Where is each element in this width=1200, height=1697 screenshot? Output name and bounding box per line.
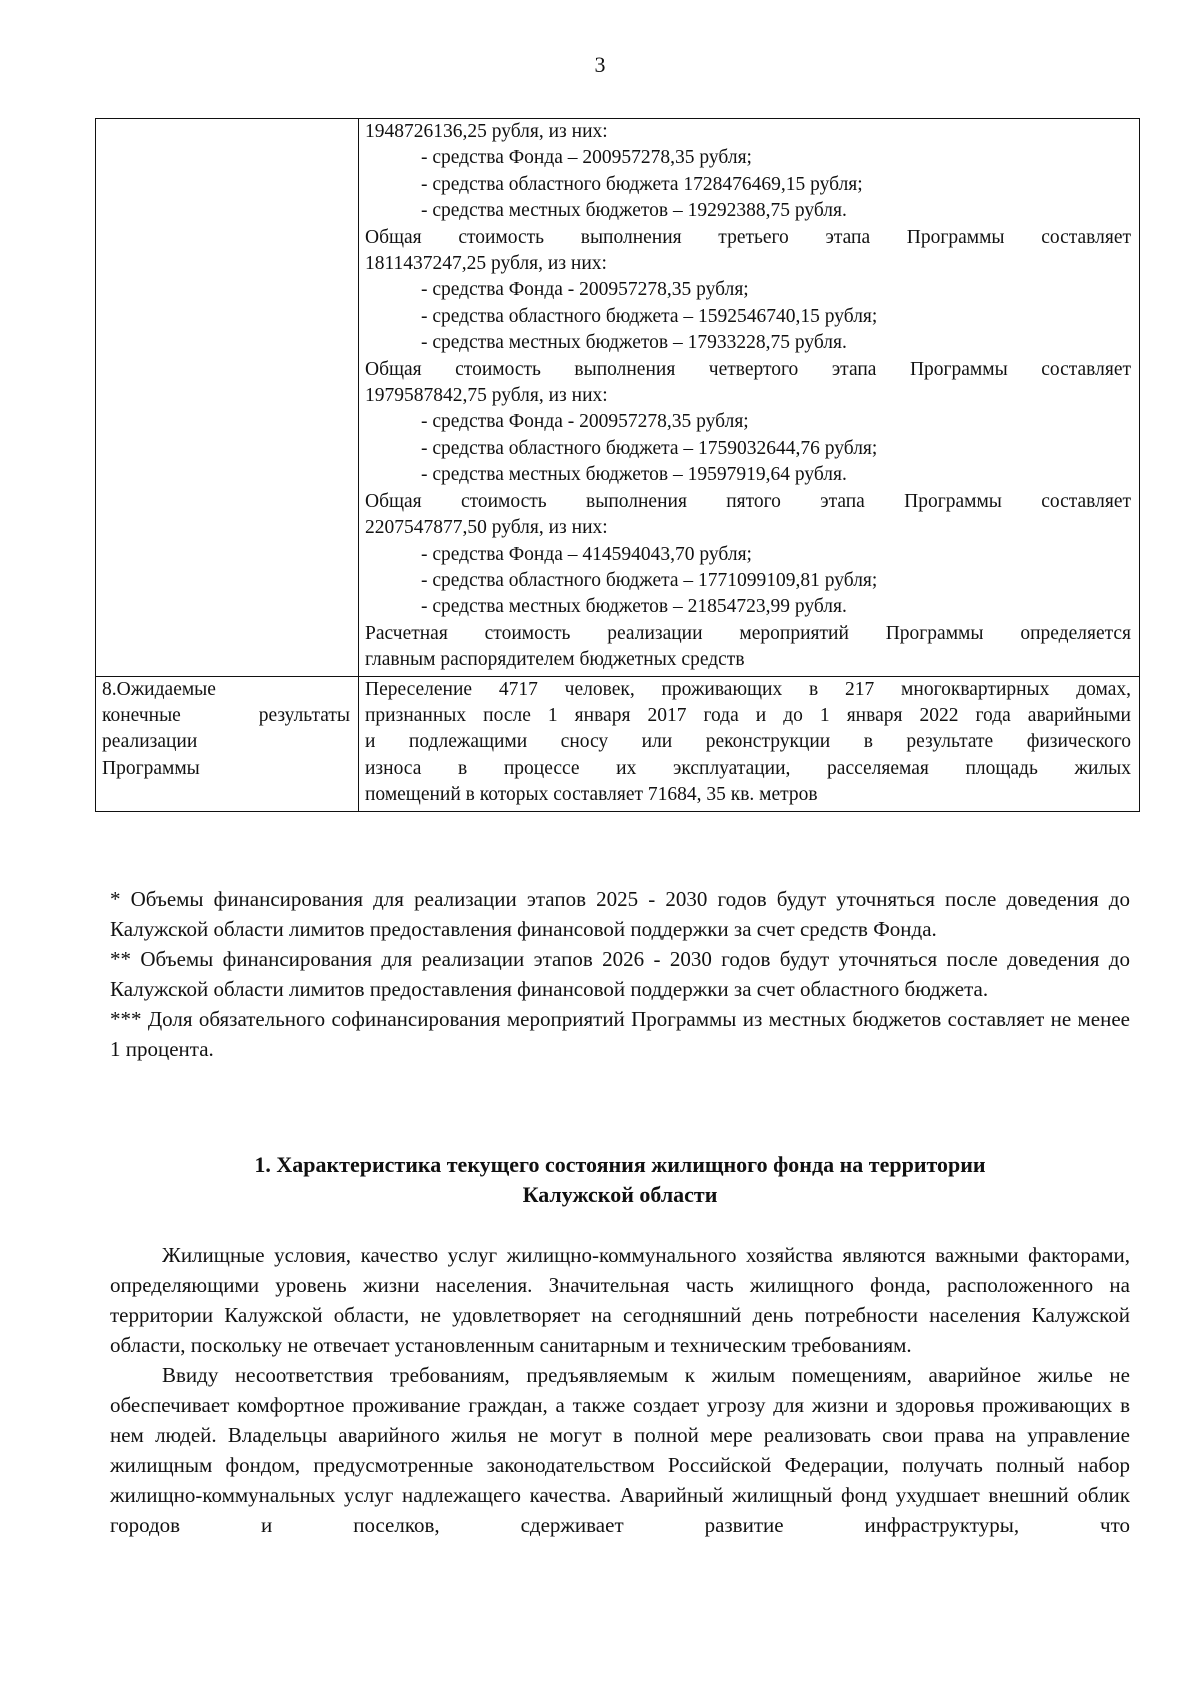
table-text-line: Общая стоимость выполнения пятого этапа Программы составляет	[365, 490, 1131, 512]
table-text-line: и подлежащими сносу или реконструкции в результате физического	[365, 731, 1131, 753]
table-text-line: признанных после 1 января 2017 года и до 1 января 2022 года аварийными	[365, 704, 1131, 726]
table-text-line: помещений в которых составляет 71684, 35 кв. метров	[365, 784, 818, 806]
footnotes	[110, 884, 1130, 1064]
table-text-line: - средства областного бюджета 1728476469,15 рубля;	[421, 173, 863, 195]
table-text-line: 2207547877,50 рубля, из них:	[365, 517, 608, 539]
table-text-line: - средства местных бюджетов – 19597919,64 рубля.	[421, 464, 847, 486]
paragraph: Ввиду несоответствия требованиям, предъявляемым к жилым помещениям, аварийное жилье не обеспечивает комфортное проживание граждан, а также создает угрозу для жизни и здоровья проживающих в нем людей. Владельцы аварийного жилья не могут в полной мере реализовать свои права на управление жилищным фондом, предусмотренные законодательством Российской Федерации, получать полный набор жилищно-коммунальных услуг надлежащего качества. Аварийный жилищный фонд ухудшает внешний облик городов и поселков, сдерживает развитие инфраструктуры, что	[110, 1363, 1130, 1537]
table-text-line: реализации	[102, 731, 198, 753]
table-text-line: - средства местных бюджетов – 19292388,75 рубля.	[421, 200, 847, 222]
table-text-line: Программы	[102, 757, 200, 779]
table-row	[96, 119, 1140, 677]
financing-lines	[365, 119, 1131, 674]
table-text-line: - средства Фонда – 414594043,70 рубля;	[421, 543, 752, 565]
table-text-line: конечные результаты	[102, 704, 350, 726]
paragraph: Жилищные условия, качество услуг жилищно-коммунального хозяйства являются важными факторами, определяющими уровень жизни населения. Значительная часть жилищного фонда, расположенного на территории Калужской области, не удовлетворяет на сегодняшний день потребности населения Калужской области, поскольку не отвечает установленным санитарным и техническим требованиям.	[110, 1243, 1130, 1357]
table-text-line: - средства местных бюджетов – 21854723,99 рубля.	[421, 596, 847, 618]
table-text-line: 1979587842,75 рубля, из них:	[365, 385, 608, 407]
section-body	[110, 1240, 1130, 1540]
footnote: ** Объемы финансирования для реализации этапов 2026 - 2030 годов будут уточняться после доведения до Калужской области лимитов предоставления финансовой поддержки за счет областного бюджета.	[110, 947, 1130, 1001]
footnote: * Объемы финансирования для реализации этапов 2025 - 2030 годов будут уточняться после доведения до Калужской области лимитов предоставления финансовой поддержки за счет средств Фонда.	[110, 887, 1130, 941]
table-cell-label-empty	[96, 119, 359, 677]
table-text-line: - средства областного бюджета – 1592546740,15 рубля;	[421, 305, 878, 327]
table-text-line: главным распорядителем бюджетных средств	[365, 649, 745, 671]
table-text-line: - средства Фонда - 200957278,35 рубля;	[421, 411, 749, 433]
table-text-line: Общая стоимость выполнения третьего этапа Программы составляет	[365, 226, 1131, 248]
table-row	[96, 676, 1140, 811]
table-text-line: - средства областного бюджета – 1771099109,81 рубля;	[421, 569, 878, 591]
expected-results-lines	[365, 677, 1131, 809]
table-text-line: Общая стоимость выполнения четвертого этапа Программы составляет	[365, 358, 1131, 380]
table-text-line: 8.Ожидаемые	[102, 678, 216, 700]
table-text-line: - средства Фонда - 200957278,35 рубля;	[421, 279, 749, 301]
table-text-line: 1948726136,25 рубля, из них:	[365, 121, 608, 142]
page-number: 3	[594, 52, 606, 77]
section-heading-line: 1. Характеристика текущего состояния жилищного фонда на территории	[254, 1152, 986, 1177]
section-heading	[110, 1150, 1130, 1210]
table-text-line: износа в процессе их эксплуатации, расселяемая площадь жилых	[365, 757, 1131, 779]
program-passport-table	[95, 118, 1140, 812]
table-cell-financing-text	[359, 119, 1140, 677]
table-text-line: - средства местных бюджетов – 17933228,75 рубля.	[421, 332, 847, 354]
footnote: *** Доля обязательного софинансирования мероприятий Программы из местных бюджетов составляет не менее 1 процента.	[110, 1007, 1130, 1061]
table-cell-expected-results-text	[359, 676, 1140, 811]
section-heading-line: Калужской области	[522, 1182, 718, 1207]
table-text-line: Расчетная стоимость реализации мероприятий Программы определяется	[365, 622, 1131, 644]
table-cell-label-expected-results	[96, 676, 359, 811]
table-text-line: - средства областного бюджета – 1759032644,76 рубля;	[421, 437, 878, 459]
table-text-line: - средства Фонда – 200957278,35 рубля;	[421, 147, 752, 169]
expected-results-label	[102, 677, 350, 783]
table-text-line: Переселение 4717 человек, проживающих в 217 многоквартирных домах,	[365, 678, 1131, 700]
table-text-line: 1811437247,25 рубля, из них:	[365, 253, 607, 275]
